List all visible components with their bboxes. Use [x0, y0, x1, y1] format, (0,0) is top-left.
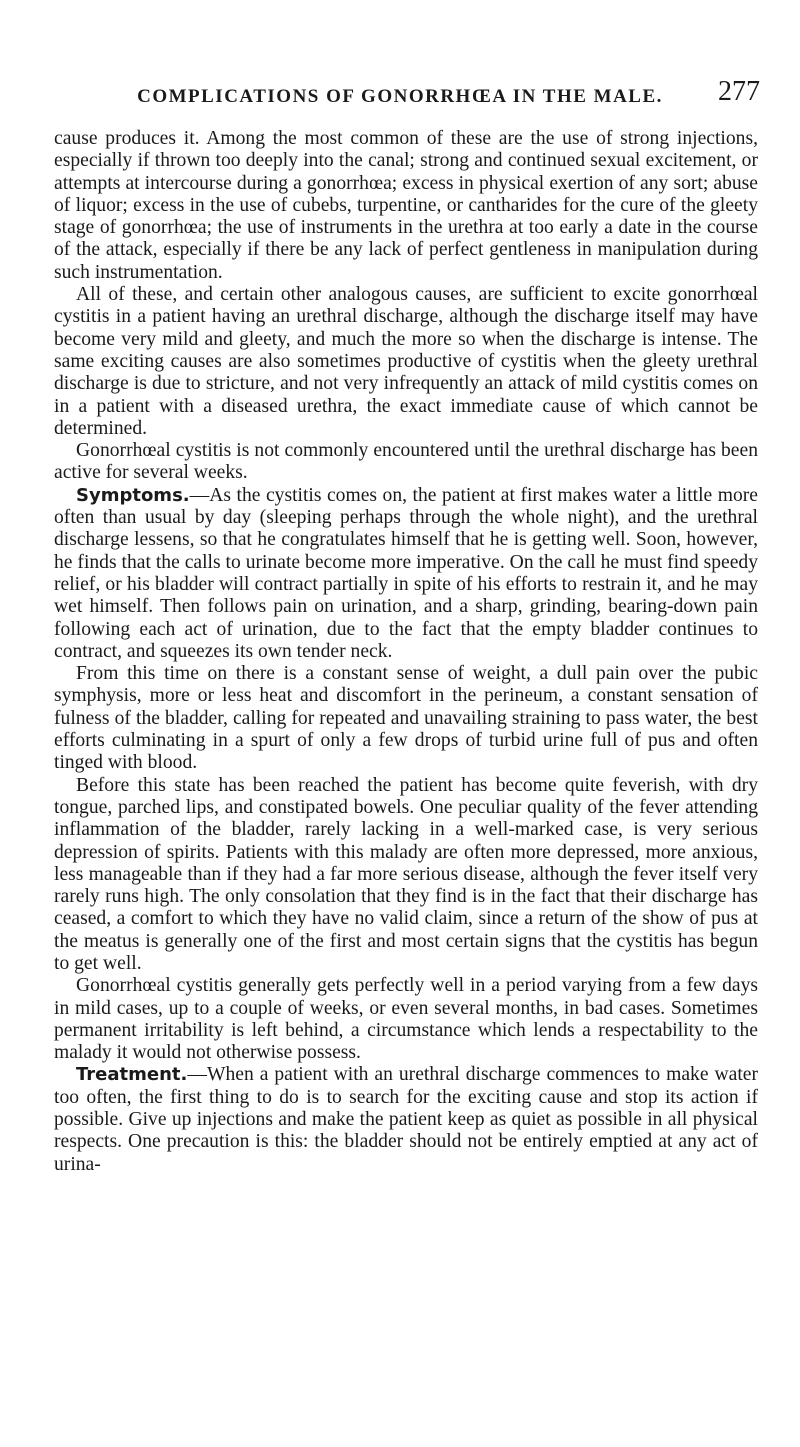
section-heading-symptoms: Symptoms.	[76, 484, 190, 506]
paragraph-text: All of these, and certain other analogous causes, are sufficient to excite gonorrhœal cystitis in a patient having an urethral discharge, although the discharge itself may have become very mild and gleety, and much the more so when the discharge is intense. The same exciting causes are also sometimes productive of cystitis when the gleety urethral discharge is due to stricture, and not very infrequently an attack of mild cystitis comes on in a patient with a diseased urethra, the exact immediate cause of which cannot be determined.	[54, 284, 758, 439]
paragraph	[54, 775, 758, 976]
paragraph	[54, 485, 758, 663]
paragraph	[54, 284, 758, 440]
paragraph	[54, 663, 758, 774]
paragraph-text: cause produces it. Among the most common of these are the use of strong injections, especially if thrown too deeply into the canal; strong and continued sexual excitement, or attempts at intercourse during a gonorrhœa; excess in physical exertion of any sort; abuse of liquor; excess in the use of cubebs, turpentine, or cantharides for the cure of the gleety stage of gonorrhœa; the use of instruments in the urethra at too early a date in the course of the attack, especially if there be any lack of perfect gentleness in manipulation during such instrumentation.	[54, 128, 758, 283]
paragraph	[54, 1064, 758, 1175]
running-title: COMPLICATIONS OF GONORRHŒA IN THE MALE.	[137, 86, 663, 107]
paragraph	[54, 440, 758, 485]
paragraph-text: From this time on there is a constant sense of weight, a dull pain over the pubic symphysis, more or less heat and discomfort in the perineum, a constant sensation of fulness of the bladder, calling for repeated and unavailing straining to pass water, the best efforts culminating in a spurt of only a few drops of turbid urine full of pus and often tinged with blood.	[54, 663, 758, 774]
paragraph-text: Before this state has been reached the patient has become quite feverish, with dry tongue, parched lips, and constipated bowels. One peculiar quality of the fever attending inflammation of the bladder, rarely lacking in a well-marked case, is very serious depression of spirits. Patients with this malady are often more depressed, more anxious, less manageable than if they had a far more serious disease, although the fever itself very rarely runs high. The only consolation that they find is in the fact that their discharge has ceased, a comfort to which they have no valid claim, since a return of the show of pus at the meatus is generally one of the first and most certain signs that the cystitis has begun to get well.	[54, 774, 758, 974]
paragraph	[54, 975, 758, 1064]
paragraph-text: —When a patient with an urethral discharge commences to make water too often, the first thing to do is to search for the exciting cause and stop its action if possible. Give up injections and make the patient keep as quiet as possible in all physical respects. One precaution is this: the bladder should not be entirely emptied at any act of urina-	[54, 1064, 758, 1175]
paragraph-text: —As the cystitis comes on, the patient at first makes water a little more often than usual by day (sleeping perhaps through the whole night), and the urethral discharge lessens, so that he congratulates himself that he is getting well. Soon, however, he finds that the calls to urinate become more imperative. On the call he must find speedy relief, or his bladder will contract partially in spite of his efforts to restrain it, and he may wet himself. Then follows pain on urination, and a sharp, grinding, bearing-down pain following each act of urination, due to the fact that the empty bladder continues to contract, and squeezes its own tender neck.	[54, 484, 758, 662]
page-number: 277	[718, 76, 760, 107]
paragraph-text: Gonorrhœal cystitis is not commonly encountered until the urethral discharge has been active for several weeks.	[54, 440, 758, 484]
paragraph	[54, 128, 758, 284]
section-heading-treatment: Treatment.	[76, 1064, 188, 1086]
page-body	[54, 128, 758, 1176]
paragraph-text: Gonorrhœal cystitis generally gets perfectly well in a period varying from a few days in mild cases, up to a couple of weeks, or even several months, in bad cases. Sometimes permanent irritability is left behind, a circumstance which lends a respectability to the malady it would not otherwise possess.	[54, 975, 758, 1064]
